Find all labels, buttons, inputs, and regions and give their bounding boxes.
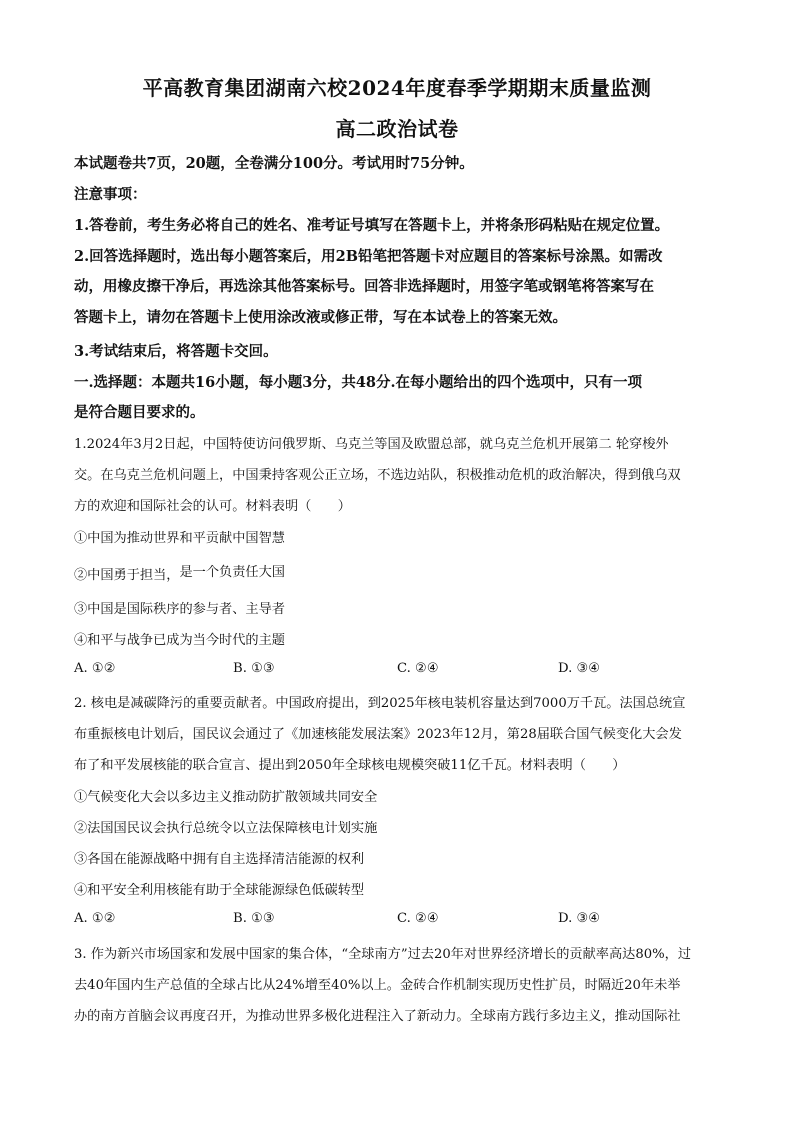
notice-item-2-line-3: 答题卡上，请勿在答题卡上使用涂改液或修正带，写在本试卷上的答案无效。 — [74, 309, 567, 326]
question-1-item-2-part-b: 是一个负责任大国 — [179, 565, 285, 580]
question-2-choice-b: B. ①③ — [233, 911, 275, 926]
question-1-item-1: ①中国为推动世界和平贡献中国智慧 — [74, 531, 285, 546]
question-2-choice-a: A. ①② — [74, 911, 116, 926]
question-2-item-4: ④和平安全利用核能有助于全球能源绿色低碳转型 — [74, 883, 365, 898]
question-3-stem-line-2: 去40年国内生产总值的全球占比从24%增至40%以上。金砖合作机制实现历史性扩员，时隔近20年未举 — [74, 978, 681, 993]
notice-item-1: 1.答卷前，考生务必将自己的姓名、准考证号填写在答题卡上，并将条形码粘贴在规定位置。 — [74, 217, 670, 234]
question-2-item-3: ③各国在能源战略中拥有自主选择清洁能源的权利 — [74, 852, 365, 867]
question-2-choice-c: C. ②④ — [397, 911, 439, 926]
question-1-choice-b: B. ①③ — [233, 661, 275, 676]
question-1-item-2 — [74, 564, 285, 583]
question-1-choice-c: C. ②④ — [397, 661, 439, 676]
question-3-stem-line-1: 3. 作为新兴市场国家和发展中国家的集合体，“全球南方”过去20年对世界经济增长的贡献率高达80%，过 — [74, 947, 692, 962]
question-1-choice-a: A. ①② — [74, 661, 116, 676]
section-heading-line-2: 是符合题目要求的。 — [74, 404, 205, 421]
question-2-stem-line-1: 2. 核电是减碳降污的重要贡献者。中国政府提出，到2025年核电装机容量达到7000万千瓦。法国总统宣 — [74, 696, 686, 711]
notice-item-2-line-1: 2.回答选择题时，选出每小题答案后，用2B铅笔把答题卡对应题目的答案标号涂黑。如需改 — [74, 248, 663, 265]
question-2-choice-d: D. ③④ — [558, 911, 601, 926]
question-2-item-2: ②法国国民议会执行总统令以立法保障核电计划实施 — [74, 821, 378, 836]
notice-title: 注意事项： — [74, 186, 147, 203]
question-3-stem-line-3: 办的南方首脑会议再度召开，为推动世界多极化进程注入了新动力。全球南方践行多边主义，推动国际社 — [74, 1009, 681, 1024]
question-2-item-1: ①气候变化大会以多边主义推动防扩散领域共同安全 — [74, 790, 378, 805]
question-1-choice-d: D. ③④ — [558, 661, 601, 676]
exam-subtitle: 高二政治试卷 — [335, 117, 459, 141]
question-2-stem-line-3: 布了和平发展核能的联合宣言、提出到2050年全球核电规模突破11亿千瓦。材料表明（ ） — [74, 758, 626, 773]
question-2-stem-line-2: 布重振核电计划后，国民议会通过了《加速核能发展法案》2023年12月，第28届联合国气候变化大会发 — [74, 727, 682, 742]
notice-item-3: 3.考试结束后，将答题卡交回。 — [74, 343, 278, 360]
question-1-item-2-part-a: ②中国勇于担当， — [74, 568, 180, 583]
section-heading-line-1: 一.选择题：本题共16小题，每小题3分，共48分.在每小题给出的四个选项中，只有一项 — [74, 374, 643, 391]
question-1-stem-line-3: 方的欢迎和国际社会的认可。材料表明（ ） — [74, 499, 351, 514]
question-1-item-4: ④和平与战争已成为当今时代的主题 — [74, 633, 285, 648]
exam-summary: 本试题卷共7页，20题，全卷满分100分。考试用时75分钟。 — [74, 155, 474, 172]
question-1-item-3: ③中国是国际秩序的参与者、主导者 — [74, 602, 285, 617]
question-1-stem-line-1: 1.2024年3月2日起，中国特使访问俄罗斯、乌克兰等国及欧盟总部，就乌克兰危机开展第二 轮穿梭外 — [74, 437, 669, 452]
notice-item-2-line-2: 动，用橡皮擦干净后，再选涂其他答案标号。回答非选择题时，用签字笔或钢笔将答案写在 — [74, 278, 654, 295]
question-1-stem-line-2: 交。在乌克兰危机问题上，中国秉持客观公正立场，不选边站队，积极推动危机的政治解决，得到俄乌双 — [74, 468, 681, 483]
exam-title: 平高教育集团湖南六校2024年度春季学期期末质量监测 — [142, 76, 652, 100]
